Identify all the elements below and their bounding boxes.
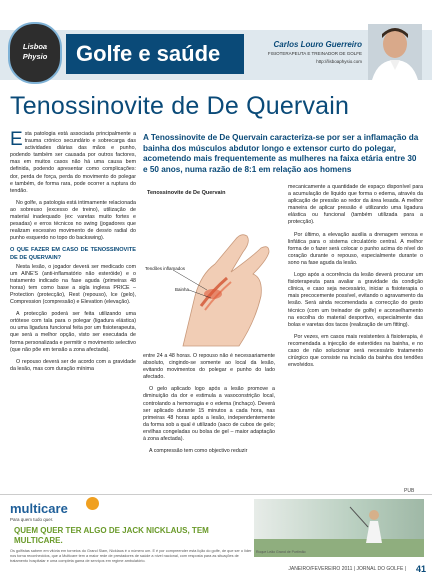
author-role: FISIOTERAPEUTA E TREINADOR DE GOLFE	[267, 51, 362, 56]
subheading: O QUE FAZER EM CASO DE TENOSSINOVITE DE DE QUERVAIN?	[10, 247, 136, 261]
figure-title: Tenossinovite de De Quervain	[147, 190, 226, 196]
paragraph: mecanicamente a quantidade de espaço disponível para a acumulação de líquido que forma o edema, através da aplicação de pressão ao redor da área lesada. A melhor maneira de aplicar pressão é utilizando uma ligadura elástica ou funcional (também utilizada para a protecção).	[288, 184, 423, 226]
text-column-3	[288, 184, 423, 374]
text-column-1	[10, 131, 136, 378]
page-number: 41	[415, 564, 426, 574]
lisboa-physio-logo	[8, 22, 62, 84]
paragraph: sta patologia está associada principalmente a trauma crónico secundário e sobrecarga das actividades diárias das mãos e punho, podendo também ser causada por outros factores, mas em muitos casos não há uma causa bem definida, podendo apresentar como complicações: dor, perda de força, perda do movimento do polegar e também, de forma rara, pode ocorrer a ruptura do tendão.	[10, 131, 136, 194]
ad-tagline: Para quem tudo quer.	[10, 517, 54, 522]
author-url[interactable]: http://lisboaphysio.com	[316, 59, 362, 64]
author-block	[248, 40, 362, 64]
multicare-logo: multicare	[10, 501, 68, 516]
text-column-2	[143, 353, 275, 460]
ad-photo-caption: Roque Leão Grand de Portimão	[256, 550, 306, 554]
ad-headline: QUEM QUER TER ALGO DE JACK NICKLAUS, TEM MULTICARE.	[14, 526, 209, 545]
paragraph: O gelo aplicado logo após a lesão promove a diminuição da dor e estimula a vasoconstrição local, controlando a hemorragia e o edema (inchaço). Deverá ser aplicado durante 15 minutos a cada hora, nas primeiras 48 horas após a lesão, independentemente da forma sob a qual é utilizado (saco de cubos de gelo; ervilhas congeladas ou bolsa de gel – maior adaptação à zona afectada).	[143, 386, 275, 443]
paragraph: A compressão tem como objectivo reduzir	[149, 448, 248, 455]
multicare-advert[interactable]	[0, 494, 432, 565]
author-name: Carlos Louro Guerreiro	[273, 40, 362, 49]
author-photo	[368, 24, 422, 80]
paragraph: O repouso deverá ser de acordo com a gravidade da lesão, mas com duração mínima	[10, 358, 136, 372]
footer-issue: JANEIRO/FEVEREIRO 2011 | JORNAL DO GOLFE |	[288, 566, 406, 572]
paragraph: Por vezes, em casos mais resistentes à fisioterapia, é recomendada a injecção de esteróides na bainha, e no caso de não solucionar será necessário tratamento cirúrgico que consiste na incisão da bainha dos tendões envolvidos.	[288, 333, 423, 369]
paragraph: Por último, a elevação auxilia a drenagem venosa e linfática para o sistema circulatório central. A melhor forma de o fazer será colocar o punho acima do nível do coração durante o repouso, especialmente durante o sono na fase aguda da lesão.	[288, 231, 423, 266]
golfer-photo	[254, 499, 424, 557]
section-header	[0, 22, 432, 92]
anatomy-figure	[143, 186, 279, 348]
article-title: Tenossinovite de De Quervain	[10, 92, 350, 120]
paragraph: entre 24 a 48 horas. O repouso não é necessariamente absoluto, cingindo-se somente ao local da lesão, evitando movimentos do polegar e punho do lado afectado.	[143, 353, 275, 381]
logo-text-line1: Lisboa	[22, 42, 48, 51]
paragraph: Logo após a ocorrência da lesão deverá procurar um fisioterapeuta para avaliar a gravidade da condição clínica, e caso seja necessário, iniciar a fisioterapia o mais precocemente possível, evitando o agravamento da lesão. Será ainda recomendada a correcção do gesto técnico (com um treinador de golfe) e aconselhamento na escolha do material desportivo, especialmente das bolas e varetas dos tacos (realização de um fitting).	[288, 272, 423, 328]
advert-marker: PUB	[404, 488, 415, 494]
drop-cap: E	[10, 129, 23, 150]
multicare-logo-icon	[86, 497, 99, 510]
paragraph: A protecção poderá ser feita utilizando uma ortótese com tala para o polegar (ligadura elástica) ou uma ligadura funcional feita por um fisioterapeuta, que será a melhor opção, visto ser executada de forma personalizada e permitir o movimento selectivo (que não põe em tensão a zona afectada).	[10, 311, 136, 353]
section-title: Golfe e saúde	[66, 34, 244, 74]
logo-text-line2: Physio	[22, 52, 48, 61]
figure-label-sheath: Bainha	[175, 287, 190, 292]
figure-label-tendons: Tendões inflamados	[145, 266, 186, 271]
paragraph: No golfe, a patologia está intimamente relacionada ao sobreuso (excesso de treino), utilização de material inadequado (ex: varetas muito fortes e pesadas) e erros técnicos no swing (jogadores que realizam excessivo movimento de desvio radial do punho esquerdo no topo do backswing).	[10, 199, 136, 242]
article-lead: A Tenossinovite de De Quervain caracteriza-se por ser a inflamação da bainha dos músculos abdutor longo e extensor curto do polegar, acometendo mais frequentemente as mulheres na faixa etária entre 30 e 50 anos, numa razão de 8:1 em relação aos homens	[143, 133, 419, 174]
page-footer	[0, 564, 432, 578]
ad-body-text: Os golfistas sabem em vitória em torneios do Grand Slam, Nicklaus é o número um. E é por compreender esta lição do golfe, de que ser o líder nos torna reconhecidos, que a Multicare tem a maior rede de prestadores de saúde a nível nacional, com resposta para as situações de tratamento hospitalar e uma completa gama de serviços em regime ambulatório.	[10, 549, 252, 563]
paragraph: Nesta lesão, o jogador deverá ser medicado com um AINE'S (anti-inflamatório não esteróide) e o tratamento indicado na fase aguda (primeiras 48 horas) tem como base a sigla inglesa PRICE – Protection (protecção), Rest (repouso), Ice (gelo), Compression (compressão) e Elevation (elevação).	[10, 263, 136, 306]
